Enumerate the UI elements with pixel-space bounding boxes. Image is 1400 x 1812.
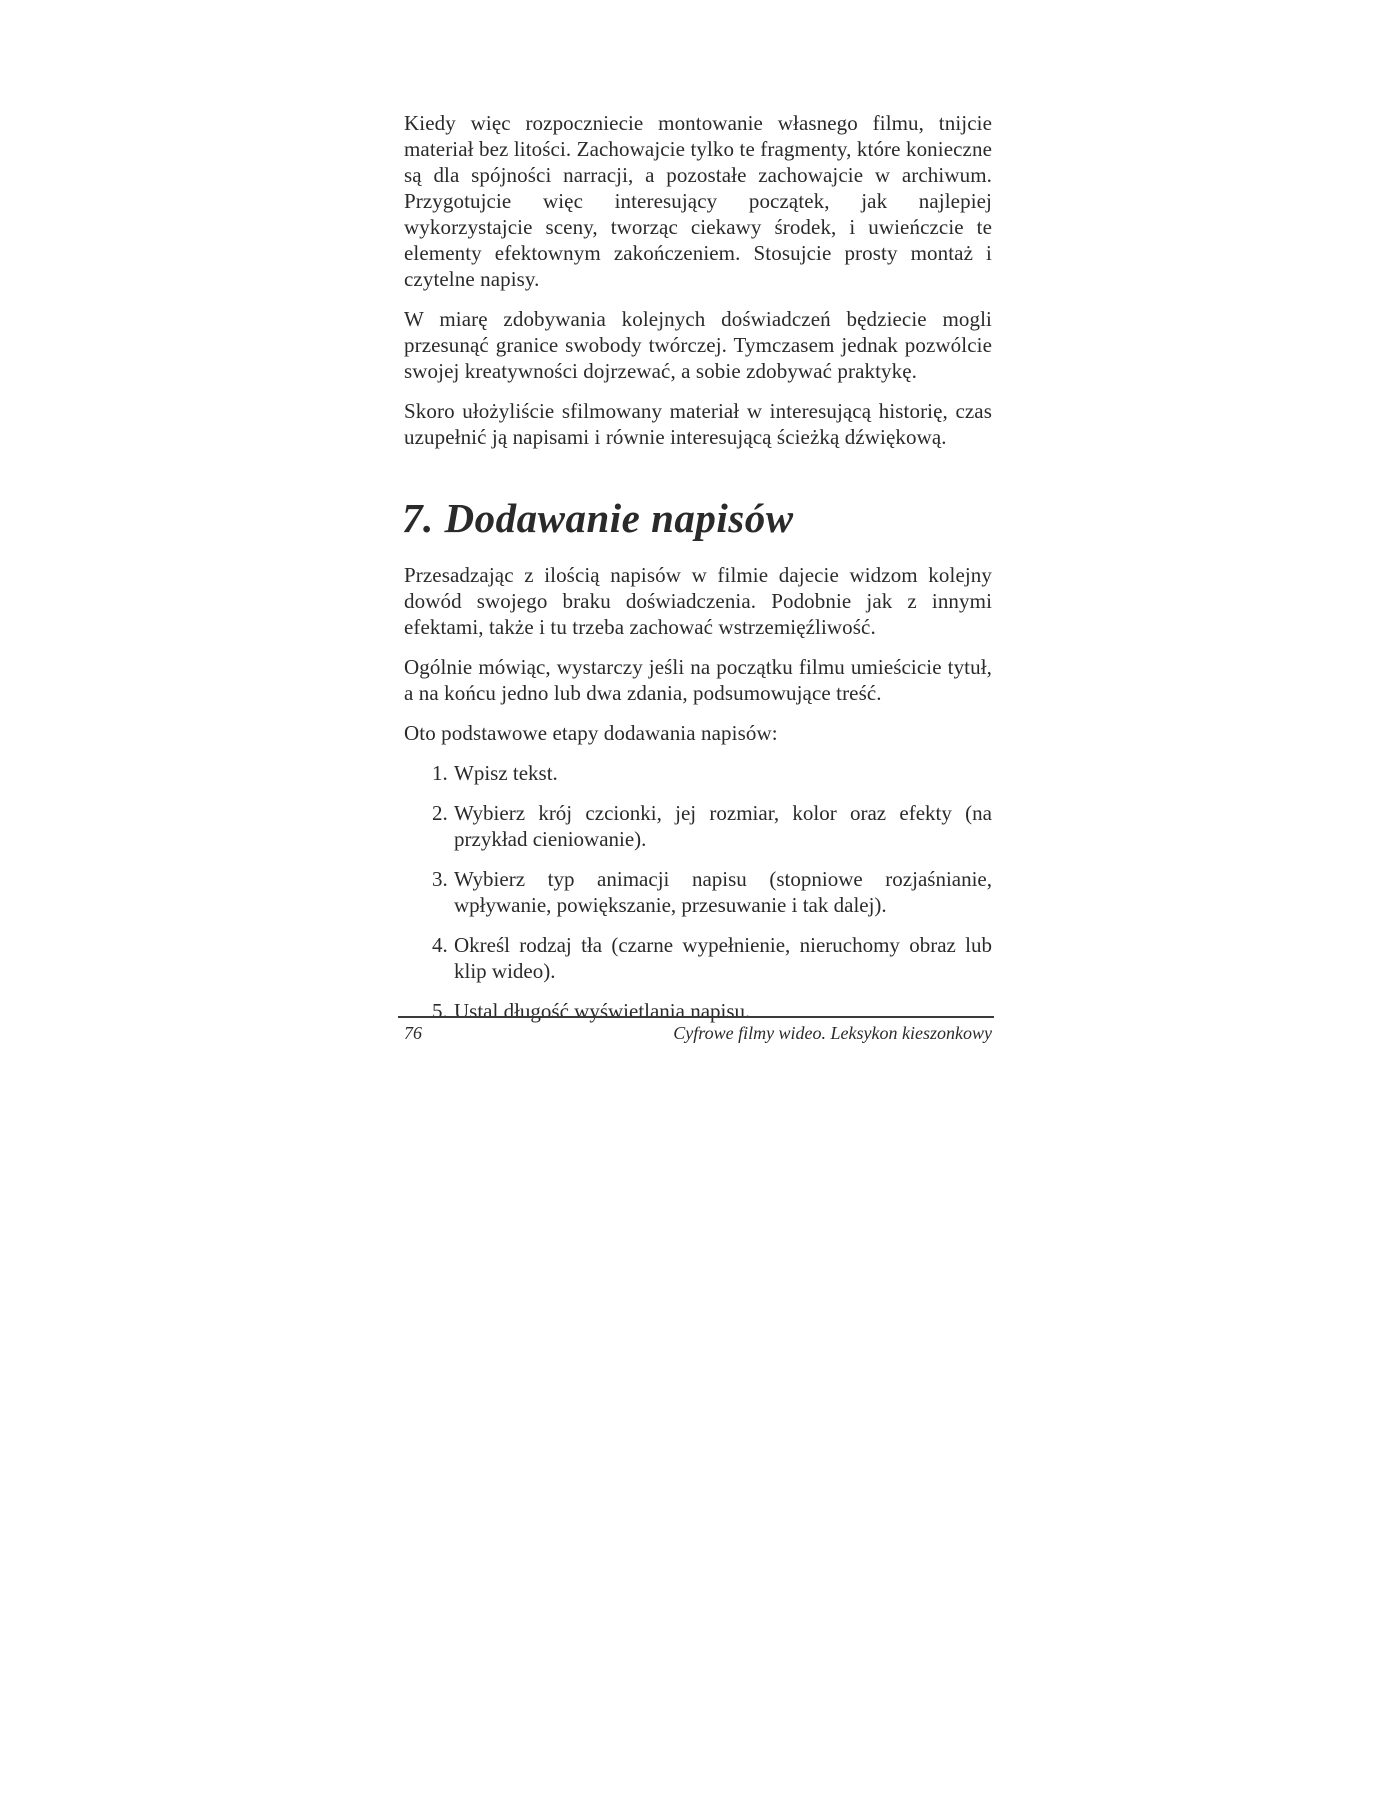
running-title: Cyfrowe filmy wideo. Leksykon kieszonkowy <box>673 1023 992 1043</box>
step-number: 3. <box>432 867 448 891</box>
step-text: Wybierz krój czcionki, jej rozmiar, kolor oraz efekty (na przykład cieniowanie). <box>454 801 992 851</box>
step-text: Wybierz typ animacji napisu (stopniowe rozjaśnianie, wpływanie, powiększanie, przesuwanie i tak dalej). <box>454 867 992 917</box>
step-text: Określ rodzaj tła (czarne wypełnienie, nieruchomy obraz lub klip wideo). <box>454 933 992 983</box>
list-item <box>432 866 992 918</box>
paragraph: Ogólnie mówiąc, wystarczy jeśli na początku filmu umieścicie tytuł, a na końcu jedno lub dwa zdania, podsumowujące treść. <box>404 655 992 705</box>
step-number: 4. <box>432 933 448 957</box>
step-number: 2. <box>432 801 448 825</box>
section-heading: 7. Dodawanie napisów <box>402 495 794 541</box>
paragraph: Skoro ułożyliście sfilmowany materiał w interesującą historię, czas uzupełnić ją napisami i równie interesującą ścieżką dźwiękową. <box>404 399 992 449</box>
list-item <box>432 760 992 786</box>
list-item <box>432 800 992 852</box>
step-number: 1. <box>432 761 448 785</box>
paragraph: Oto podstawowe etapy dodawania napisów: <box>404 721 778 745</box>
paragraph: W miarę zdobywania kolejnych doświadczeń będziecie mogli przesunąć granice swobody twórczej. Tymczasem jednak pozwólcie swojej kreatywności dojrzewać, a sobie zdobywać praktykę. <box>404 307 992 383</box>
page-number: 76 <box>404 1023 422 1043</box>
list-item <box>432 932 992 984</box>
footer-divider <box>398 1016 994 1018</box>
page-footer <box>404 1022 992 1044</box>
paragraph: Kiedy więc rozpoczniecie montowanie własnego filmu, tnijcie materiał bez litości. Zachowajcie tylko te fragmenty, które konieczne są dla spójności narracji, a pozostałe zachowajcie w archiwum. Przygotujcie więc interesujący początek, jak najlepiej wykorzystajcie sceny, tworząc ciekawy środek, i uwieńczcie te elementy efektownym zakończeniem. Stosujcie prosty montaż i czytelne napisy. <box>404 111 992 291</box>
steps-list <box>404 760 992 1024</box>
step-text: Wpisz tekst. <box>454 761 558 785</box>
page-body <box>404 110 992 1038</box>
step-text: Ustal długość wyświetlania napisu. <box>454 999 751 1023</box>
step-number: 5. <box>432 999 448 1023</box>
paragraph: Przesadzając z ilością napisów w filmie dajecie widzom kolejny dowód swojego braku doświadczenia. Podobnie jak z innymi efektami, także i tu trzeba zachować wstrzemięźliwość. <box>404 563 992 639</box>
list-item <box>432 998 992 1024</box>
